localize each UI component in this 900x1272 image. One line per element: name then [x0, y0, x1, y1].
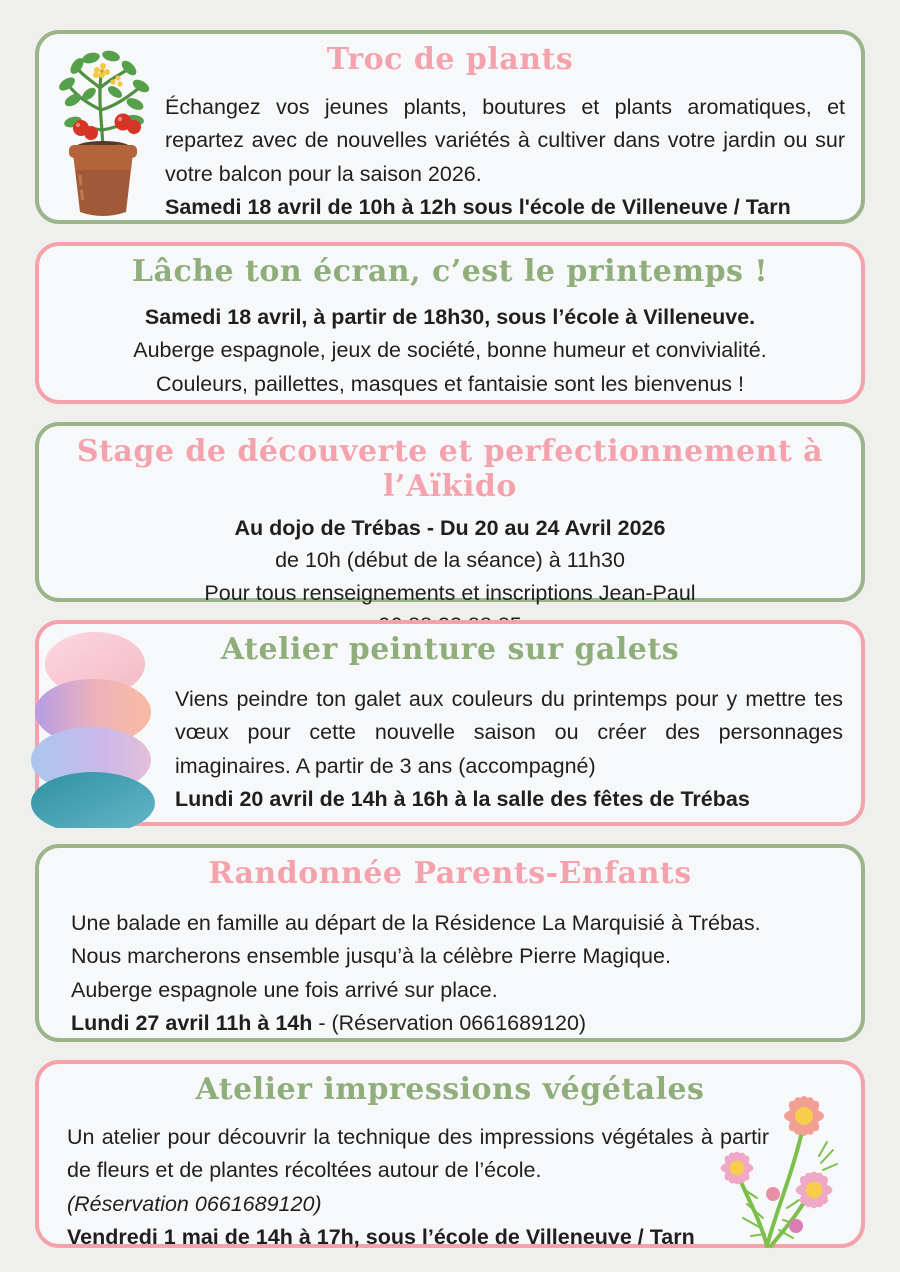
- card-description: Viens peindre ton galet aux couleurs du printemps pour y mettre tes vœux pour cette nouvelle saison ou créer des personnages imaginaires. A partir de 3 ans (accompagné): [175, 687, 843, 778]
- card-title: Atelier impressions végétales: [195, 1072, 705, 1107]
- card-description: Auberge espagnole, jeux de société, bonne humeur et convivialité.: [133, 338, 767, 363]
- card-title: Stage de découverte et perfectionnement à l’Aïkido: [76, 434, 824, 504]
- event-card-stage-aikido: [35, 422, 865, 605]
- tomato-plant-icon: [47, 48, 159, 225]
- event-card-randonnee: [35, 844, 865, 1042]
- card-title: Lâche ton écran, c’est le printemps !: [131, 254, 769, 289]
- event-card-impressions-vegetales: [35, 1060, 865, 1248]
- card-reservation: - (Réservation 0661689120): [312, 1010, 587, 1035]
- card-body: [165, 91, 845, 224]
- card-description: Couleurs, paillettes, masques et fantaisie sont les bienvenus !: [156, 371, 744, 396]
- event-card-lache-ton-ecran: [35, 242, 865, 404]
- card-reservation: (Réservation 0661689120): [67, 1191, 322, 1216]
- card-date-info: Samedi 18 avril, à partir de 18h30, sous l’école à Villeneuve.: [144, 305, 756, 329]
- card-description: Auberge espagnole une fois arrivé sur place.: [71, 977, 498, 1002]
- card-body: [65, 301, 835, 401]
- card-description: Un atelier pour découvrir la technique des impressions végétales à partir de fleurs et de plantes récoltées autour de l’école.: [67, 1125, 769, 1183]
- card-description: Nous marcherons ensemble jusqu’à la célèbre Pierre Magique.: [71, 944, 671, 969]
- card-description: Échangez vos jeunes plants, boutures et plants aromatiques, et repartez avec de nouvelles variétés à cultiver dans votre jardin ou sur votre balcon pour la saison 2026.: [165, 95, 845, 186]
- card-date-info: Vendredi 1 mai de 14h à 17h, sous l’école de Villeneuve / Tarn: [67, 1224, 695, 1249]
- event-card-peinture-galets: [35, 620, 865, 826]
- card-schedule: de 10h (début de la séance) à 11h30: [275, 548, 625, 573]
- card-body: [71, 907, 835, 1040]
- card-contact: Pour tous renseignements et inscriptions Jean-Paul: [204, 580, 696, 605]
- card-date-info: Lundi 20 avril de 14h à 16h à la salle des fêtes de Trébas: [175, 786, 750, 811]
- card-description: Une balade en famille au départ de la Résidence La Marquisié à Trébas.: [71, 911, 761, 935]
- card-title: Troc de plants: [326, 42, 574, 77]
- painted-stones-icon: [31, 630, 159, 833]
- card-date-info: Samedi 18 avril de 10h à 12h sous l'école de Villeneuve / Tarn: [165, 194, 791, 219]
- card-title: Randonnée Parents-Enfants: [208, 856, 692, 891]
- card-date-info: [71, 1007, 835, 1040]
- card-body: [175, 683, 843, 816]
- card-date: Lundi 27 avril 11h à 14h: [71, 1010, 313, 1035]
- cosmos-flowers-icon: [701, 1068, 859, 1255]
- card-date-info: Au dojo de Trébas - Du 20 au 24 Avril 2026: [234, 516, 666, 540]
- event-card-troc-de-plants: [35, 30, 865, 224]
- card-title: Atelier peinture sur galets: [220, 632, 680, 667]
